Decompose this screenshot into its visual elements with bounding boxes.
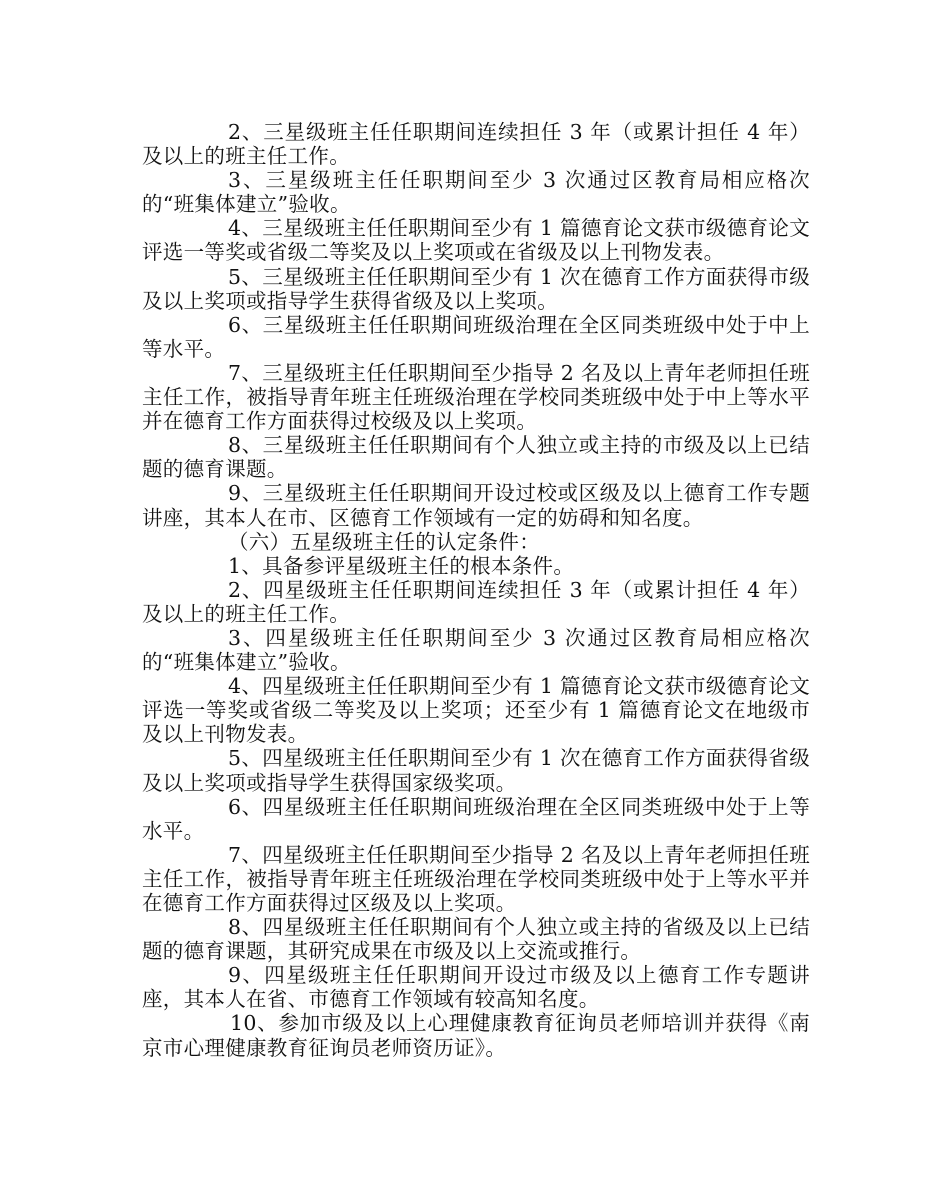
- paragraph-5: 6、三星级班主任任职期间班级治理在全区同类班级中处于中上等水平。: [142, 312, 810, 361]
- paragraph-3: 4、三星级班主任任职期间至少有 1 篇德育论文获市级德育论文评选一等奖或省级二等奖及以上奖项或在省级及以上刊物发表。: [142, 216, 810, 265]
- section-heading: （六）五星级班主任的认定条件：: [228, 529, 540, 554]
- paragraph-11: 3、四星级班主任任职期间至少 3 次通过区教育局相应格次的“班集体建立”验收。: [142, 625, 810, 675]
- paragraph-6: 7、三星级班主任任职期间至少指导 2 名及以上青年老师担任班主任工作，被指导青年班主任班级治理在学校同类班级中处于中上等水平并在德育工作方面获得过校级及以上奖项。: [142, 360, 810, 434]
- paragraph-8: 9、三星级班主任任职期间开设过校或区级及以上德育工作专题讲座，其本人在市、区德育工作领域有一定的妨碍和知名度。: [142, 481, 810, 530]
- paragraph-2: 3、三星级班主任任职期间至少 3 次通过区教育局相应格次的“班集体建立”验收。: [142, 168, 810, 217]
- paragraph-9: 1、具备参评星级班主任的根本条件。: [228, 553, 575, 578]
- paragraph-18: 10、参加市级及以上心理健康教育征询员老师培训并获得《南京市心理健康教育征询员老师资历证》。: [142, 1011, 810, 1060]
- paragraph-13: 5、四星级班主任任职期间至少有 1 次在德育工作方面获得省级及以上奖项或指导学生获得国家级奖项。: [142, 746, 810, 795]
- paragraph-15: 7、四星级班主任任职期间至少指导 2 名及以上青年老师担任班主任工作，被指导青年班主任班级治理在学校同类班级中处于上等水平并在德育工作方面获得过区级及以上奖项。: [142, 842, 810, 915]
- paragraph-12: 4、四星级班主任任职期间至少有 1 篇德育论文获市级德育论文评选一等奖或省级二等奖及以上奖项；还至少有 1 篇德育论文在地级市及以上刊物发表。: [142, 674, 810, 747]
- paragraph-17: 9、四星级班主任任职期间开设过市级及以上德育工作专题讲座，其本人在省、市德育工作领域有较高知名度。: [142, 963, 810, 1012]
- paragraph-1: 2、三星级班主任任职期间连续担任 3 年（或累计担任 4 年）及以上的班主任工作。: [142, 120, 810, 169]
- paragraph-10: 2、四星级班主任任职期间连续担任 3 年（或累计担任 4 年）及以上的班主任工作。: [142, 577, 810, 626]
- paragraph-16: 8、四星级班主任任职期间有个人独立或主持的省级及以上已结题的德育课题，其研究成果在市级及以上交流或推行。: [142, 915, 810, 964]
- paragraph-4: 5、三星级班主任任职期间至少有 1 次在德育工作方面获得市级及以上奖项或指导学生获得省级及以上奖项。: [142, 264, 810, 313]
- document-body: [142, 120, 810, 1060]
- paragraph-14: 6、四星级班主任任职期间班级治理在全区同类班级中处于上等水平。: [142, 794, 810, 843]
- paragraph-7: 8、三星级班主任任职期间有个人独立或主持的市级及以上已结题的德育课题。: [142, 433, 810, 482]
